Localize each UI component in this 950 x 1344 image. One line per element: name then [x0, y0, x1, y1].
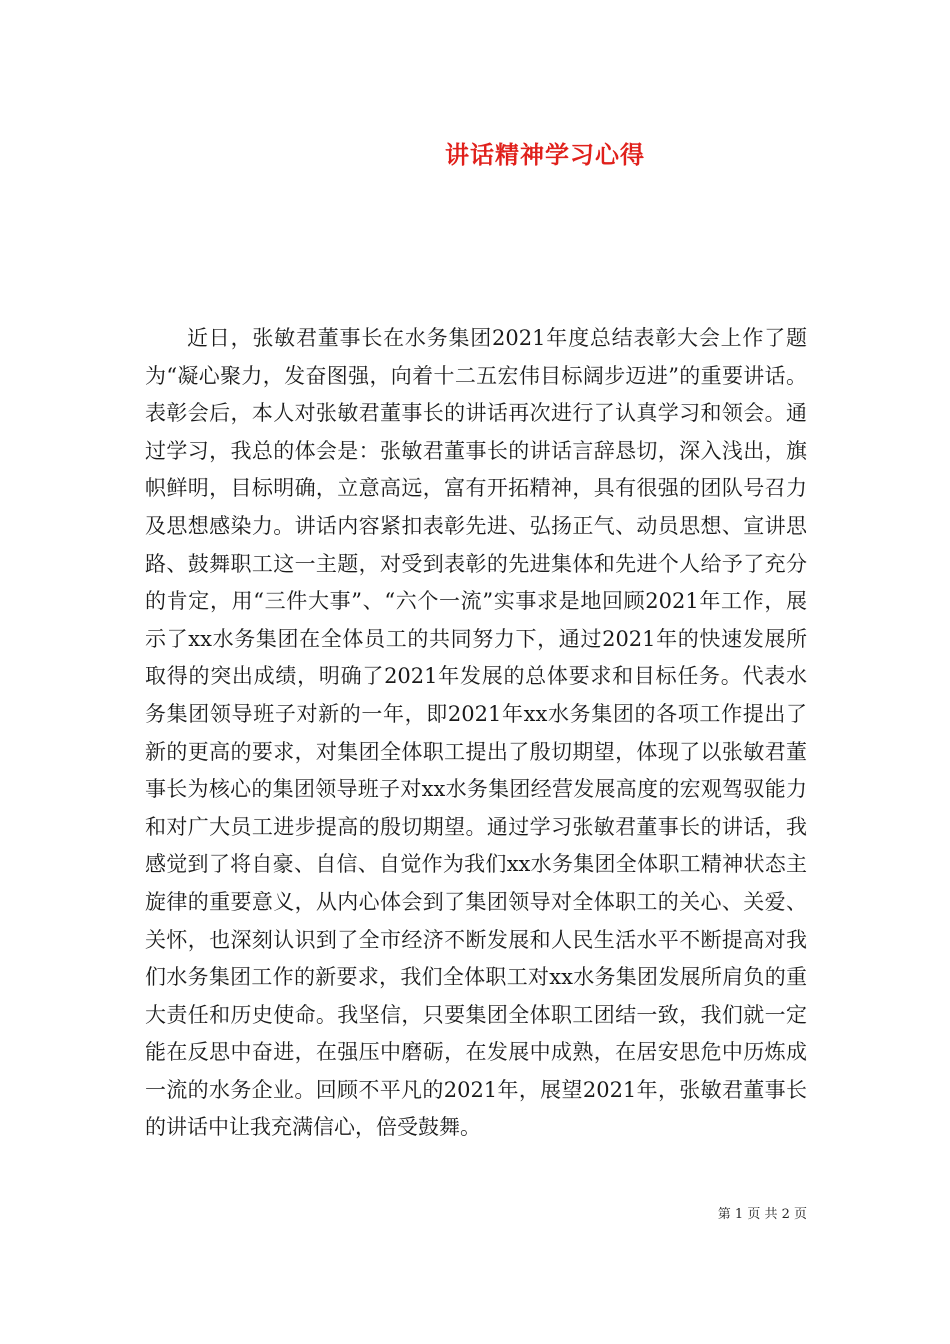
page-number-footer: 第 1 页 共 2 页 — [717, 1207, 807, 1222]
body-paragraph: 近日，张敏君董事长在水务集团2021年度总结表彰大会上作了题为“凝心聚力，发奋图强，向着十二五宏伟目标阔步迈进”的重要讲话。表彰会后，本人对张敏君董事长的讲话再次进行了认真学习和领会。通过学习，我总的体会是：张敏君董事长的讲话言辞恳切，深入浅出，旗帜鲜明，目标明确，立意高远，富有开拓精神，具有很强的团队号召力及思想感染力。讲话内容紧扣表彰先进、弘扬正气、动员思想、宣讲思路、鼓舞职工这一主题，对受到表彰的先进集体和先进个人给予了充分的肯定，用“三件大事”、“六个一流”实事求是地回顾2021年工作，展示了xx水务集团在全体员工的共同努力下，通过2021年的快速发展所取得的突出成绩，明确了2021年发展的总体要求和目标任务。代表水务集团领导班子对新的一年，即2021年xx水务集团的各项工作提出了新的更高的要求，对集团全体职工提出了殷切期望，体现了以张敏君董事长为核心的集团领导班子对xx水务集团经营发展高度的宏观驾驭能力和对广大员工进步提高的殷切期望。通过学习张敏君董事长的讲话，我感觉到了将自豪、自信、自觉作为我们xx水务集团全体职工精神状态主旋律的重要意义，从内心体会到了集团领导对全体职工的关心、关爱、关怀，也深刻认识到了全市经济不断发展和人民生活水平不断提高对我们水务集团工作的新要求，我们全体职工对xx水务集团发展所肩负的重大责任和历史使命。我坚信，只要集团全体职工团结一致，我们就一定能在反思中奋进，在强压中磨砺，在发展中成熟，在居安思危中历炼成一流的水务企业。回顾不平凡的2021年，展望2021年，张敏君董事长的讲话中让我充满信心，倍受鼓舞。 — [145, 326, 807, 1140]
page-title: 讲话精神学习心得 — [445, 141, 645, 169]
